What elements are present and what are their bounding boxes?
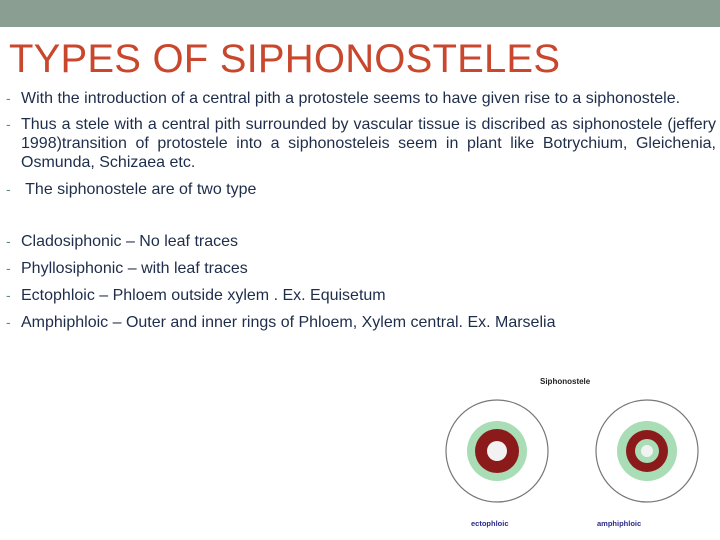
bullet-text: The siphonostele are of two type <box>21 181 257 198</box>
bullet-list <box>4 89 716 332</box>
amphi-pith <box>641 445 653 457</box>
bullet-marker: - <box>6 314 11 330</box>
ectophloic-label: ectophloic <box>471 519 509 528</box>
bullet-text: Cladosiphonic – No leaf traces <box>21 233 239 250</box>
bullet-marker: - <box>6 116 11 132</box>
bullet-item <box>4 89 716 108</box>
bullet-item <box>4 180 716 199</box>
amphiphloic-label: amphiphloic <box>597 519 642 528</box>
siphonostele-diagram <box>440 370 720 540</box>
bullet-item <box>4 313 716 332</box>
bullet-text: With the introduction of a central pith a protostele seems to have given rise to a siphonostele. <box>21 90 681 107</box>
bullet-text: Thus a stele with a central pith surrounded by vascular tissue is discribed as siphonostele (jeffery 1998)transition of protostele into a siphonosteleis seem in plant like Botrychium, Gleichenia, Osmunda, Schizaea etc. <box>21 116 716 171</box>
bullet-marker: - <box>6 233 11 249</box>
top-banner <box>0 0 720 27</box>
siphonostele-figure <box>440 370 720 540</box>
ectophloic-diagram <box>446 400 548 502</box>
bullet-item <box>4 286 716 305</box>
bullet-marker: - <box>6 287 11 303</box>
bullet-marker: - <box>6 181 11 197</box>
bullet-item <box>4 259 716 278</box>
bullet-marker: - <box>6 90 11 106</box>
amphiphloic-diagram <box>596 400 698 502</box>
bullet-marker: - <box>6 260 11 276</box>
bullet-text: Phyllosiphonic – with leaf traces <box>21 260 248 277</box>
slide-title: TYPES OF SIPHONOSTELES <box>9 37 561 81</box>
bullet-text: Amphiphloic – Outer and inner rings of Phloem, Xylem central. Ex. Marselia <box>21 314 556 331</box>
ecto-pith <box>487 441 507 461</box>
bullet-text: Ectophloic – Phloem outside xylem . Ex. Equisetum <box>21 287 386 304</box>
figure-title: Siphonostele <box>540 377 591 386</box>
bullet-item <box>4 115 716 172</box>
bullet-item <box>4 232 716 251</box>
